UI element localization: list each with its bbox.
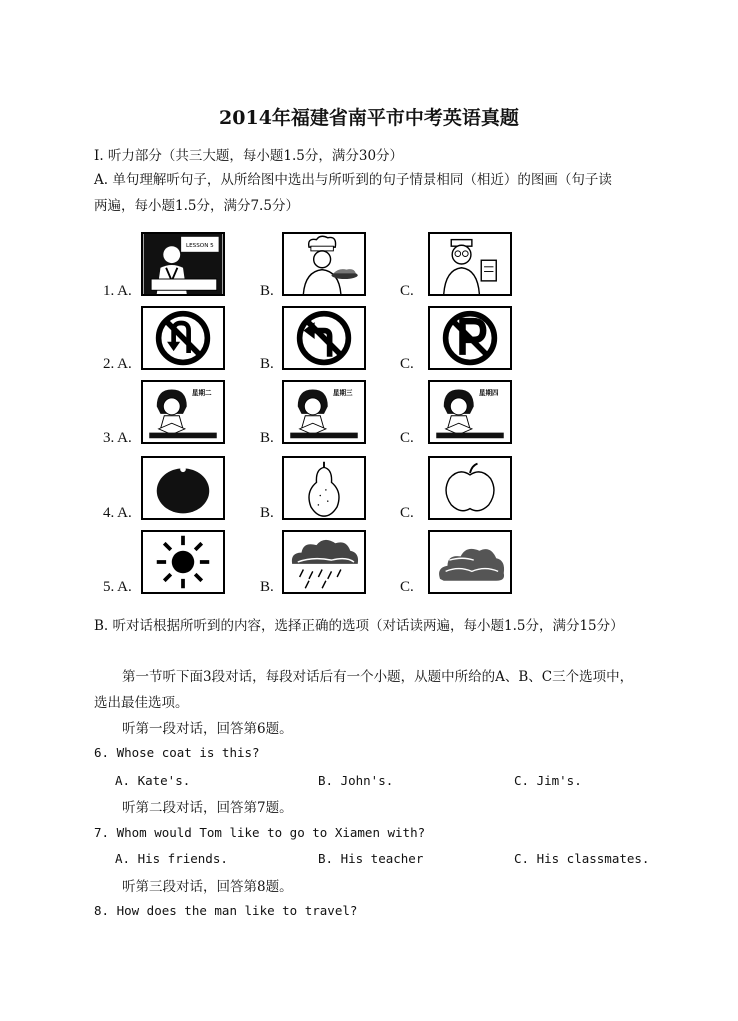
q6-option-c: C. Jim's. [514, 773, 582, 788]
no-u-turn-sign-icon [141, 306, 225, 370]
cloudy-icon [428, 530, 512, 594]
q4-label-a: 4. A. [103, 505, 132, 521]
pear-icon [282, 456, 366, 520]
question-7: 7. Whom would Tom like to go to Xiamen with? [94, 825, 426, 840]
section-intro-line2: 选出最佳选项。 [94, 695, 189, 711]
q5-label-c: C. [400, 579, 414, 595]
section-heading: I. 听力部分（共三大题，每小题1.5分，满分30分） [94, 148, 404, 164]
q6-option-b: B. John's. [318, 773, 394, 788]
q1-label-a: 1. A. [103, 283, 132, 299]
section-intro-line1: 第一节听下面3段对话，每段对话后有一个小题，从题中所给的A、B、C三个选项中， [122, 669, 634, 685]
question-6: 6. Whose coat is this? [94, 745, 260, 760]
day-label-b: 星期三 [332, 389, 353, 398]
listen-prompt-3: 听第三段对话，回答第8题。 [122, 879, 293, 895]
rainy-cloud-icon [282, 530, 366, 594]
orange-icon [141, 456, 225, 520]
no-left-turn-sign-icon [282, 306, 366, 370]
q7-option-c: C. His classmates. [514, 851, 650, 866]
reading-girl-thursday-picture [428, 380, 512, 444]
sunny-weather-icon [141, 530, 225, 594]
reading-girl-tuesday-picture [141, 380, 225, 444]
q7-option-a: A. His friends. [115, 851, 228, 866]
page-title: 2014年福建省南平市中考英语真题 [219, 107, 519, 129]
part-b-instructions: B. 听对话根据所听到的内容，选择正确的选项（对话读两遍，每小题1.5分，满分15分） [94, 618, 624, 634]
listen-prompt-1: 听第一段对话，回答第6题。 [122, 721, 293, 737]
part-a-instructions-line1: A. 单句理解听句子，从所给图中选出与所听到的句子情景相同（相近）的图画（句子读 [94, 172, 612, 188]
q7-option-b: B. His teacher [318, 851, 424, 866]
chef-picture [282, 232, 366, 296]
q3-label-a: 3. A. [103, 430, 132, 446]
q2-label-a: 2. A. [103, 356, 132, 372]
q1-label-b: B. [260, 283, 274, 299]
q4-label-c: C. [400, 505, 414, 521]
apple-icon [428, 456, 512, 520]
teacher-picture [141, 232, 225, 296]
listen-prompt-2: 听第二段对话，回答第7题。 [122, 800, 293, 816]
q5-label-a: 5. A. [103, 579, 132, 595]
q3-label-c: C. [400, 430, 414, 446]
day-label-c: 星期四 [478, 389, 499, 398]
reading-girl-wednesday-picture [282, 380, 366, 444]
no-parking-sign-icon [428, 306, 512, 370]
q6-option-a: A. Kate's. [115, 773, 191, 788]
day-label-a: 星期二 [191, 389, 212, 398]
part-a-instructions-line2: 两遍，每小题1.5分，满分7.5分） [94, 198, 299, 214]
question-8: 8. How does the man like to travel? [94, 903, 358, 918]
q2-label-b: B. [260, 356, 274, 372]
doctor-picture [428, 232, 512, 296]
q2-label-c: C. [400, 356, 414, 372]
lesson-board-text: LESSON 5 [185, 243, 214, 250]
q4-label-b: B. [260, 505, 274, 521]
q5-label-b: B. [260, 579, 274, 595]
q3-label-b: B. [260, 430, 274, 446]
q1-label-c: C. [400, 283, 414, 299]
